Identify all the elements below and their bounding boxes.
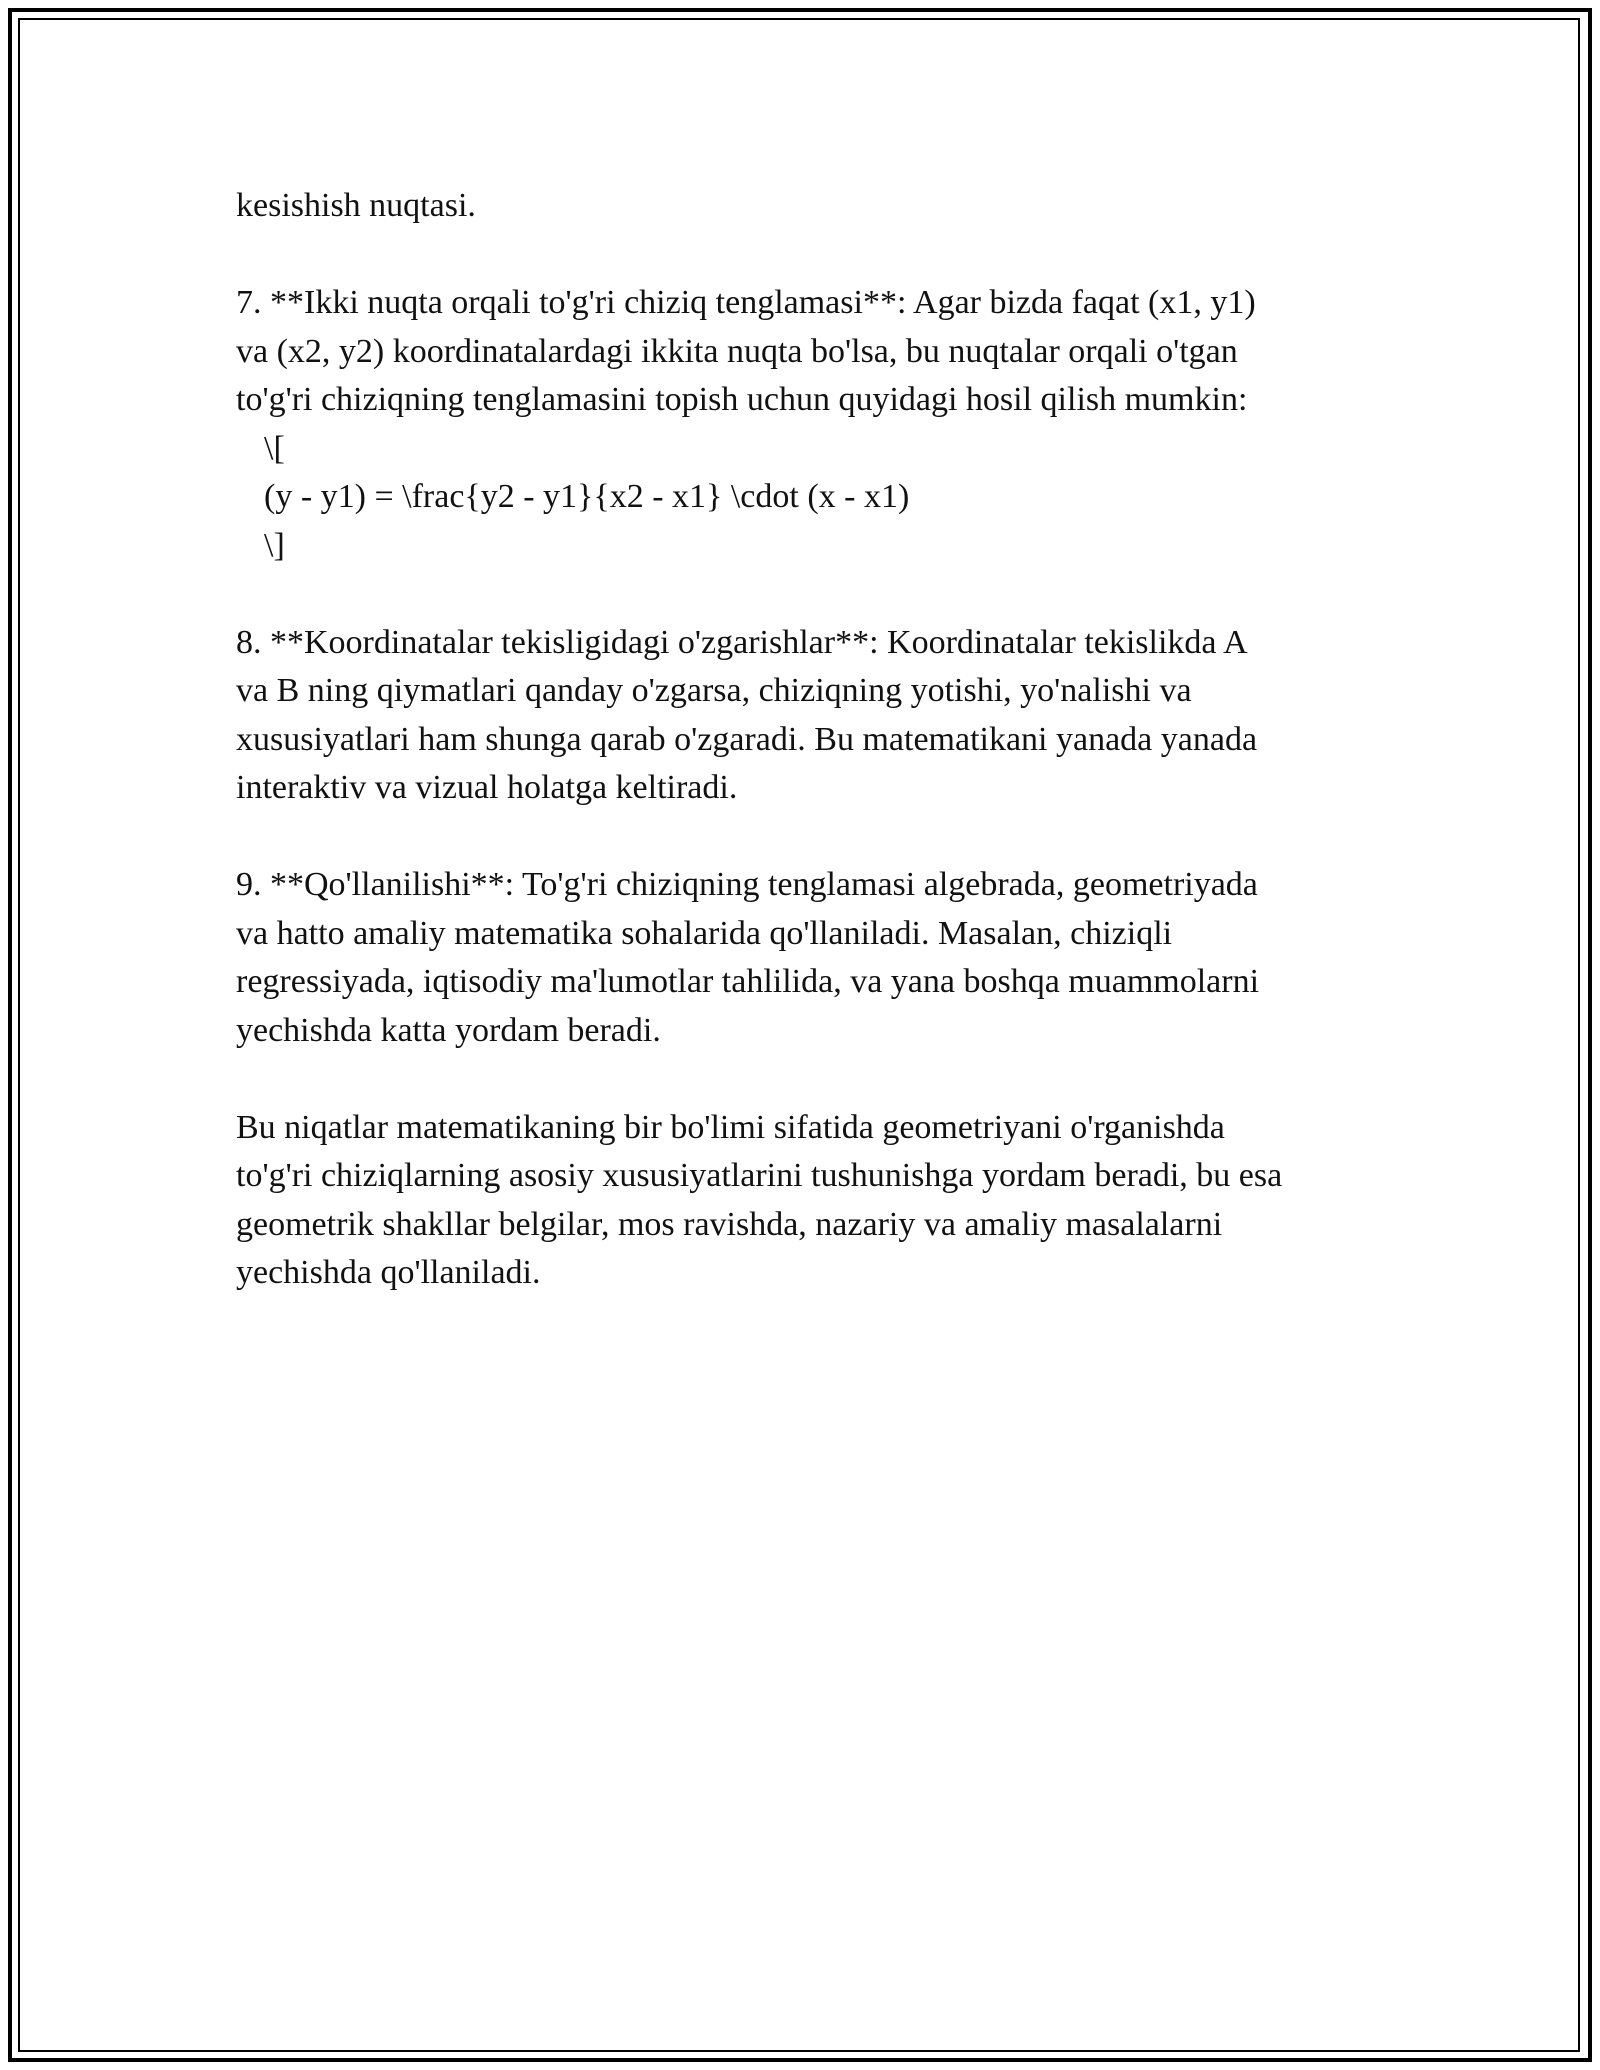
formula-close: \] bbox=[264, 526, 285, 564]
section-9-line-3: regressiyada, iqtisodiy ma'lumotlar tahlilida, va yana boshqa muammolarni bbox=[236, 963, 1260, 1000]
formula-body: (y - y1) = \frac{y2 - y1}{x2 - x1} \cdot (x - x1) bbox=[264, 478, 910, 515]
conclusion-paragraph bbox=[236, 1104, 1386, 1298]
section-9-line-1: 9. **Qo'llanilishi**: To'g'ri chiziqning tenglamasi algebrada, geometriyada bbox=[236, 866, 1258, 903]
section-8-line-2: va B ning qiymatlari qanday o'zgarsa, chiziqning yotishi, yo'nalishi va bbox=[236, 672, 1192, 709]
section-9-line-4: yechishda katta yordam beradi. bbox=[236, 1011, 661, 1049]
section-8-line-1: 8. **Koordinatalar tekisligidagi o'zgarishlar**: Koordinatalar tekislikda A bbox=[236, 623, 1248, 661]
section-8-line-3: xususiyatlari ham shunga qarab o'zgaradi. Bu matematikani yanada yanada bbox=[236, 720, 1258, 758]
conclusion-line-2: to'g'ri chiziqlarning asosiy xususiyatlarini tushunishga yordam beradi, bu esa bbox=[236, 1157, 1283, 1194]
section-7-line-1: 7. **Ikki nuqta orqali to'g'ri chiziq tenglamasi**: Agar bizda faqat (x1, y1) bbox=[236, 284, 1256, 321]
paragraph-gap bbox=[236, 813, 1386, 862]
section-8 bbox=[236, 619, 1386, 813]
conclusion-line-3: geometrik shakllar belgilar, mos ravishda, nazariy va amaliy masalalarni bbox=[236, 1205, 1223, 1243]
document-body bbox=[236, 182, 1386, 1298]
conclusion-line-4: yechishda qo'llaniladi. bbox=[236, 1254, 541, 1291]
fragment-line: kesishish nuqtasi. bbox=[236, 187, 476, 224]
paragraph-gap bbox=[236, 1055, 1386, 1104]
conclusion-line-1: Bu niqatlar matematikaning bir bo'limi sifatida geometriyani o'rganishda bbox=[236, 1108, 1225, 1146]
section-9 bbox=[236, 861, 1386, 1055]
formula-open: \[ bbox=[264, 429, 285, 467]
paragraph-gap bbox=[236, 570, 1386, 619]
section-7-line-3: to'g'ri chiziqning tenglamasini topish uchun quyidagi hosil qilish mumkin: bbox=[236, 381, 1248, 418]
section-8-line-4: interaktiv va vizual holatga keltiradi. bbox=[236, 769, 738, 806]
section-9-line-2: va hatto amaliy matematika sohalarida qo'llaniladi. Masalan, chiziqli bbox=[236, 914, 1173, 952]
section-7-line-2: va (x2, y2) koordinatalardagi ikkita nuqta bo'lsa, bu nuqtalar orqali o'tgan bbox=[236, 332, 1238, 370]
paragraph-gap bbox=[236, 231, 1386, 280]
section-7 bbox=[236, 279, 1386, 570]
